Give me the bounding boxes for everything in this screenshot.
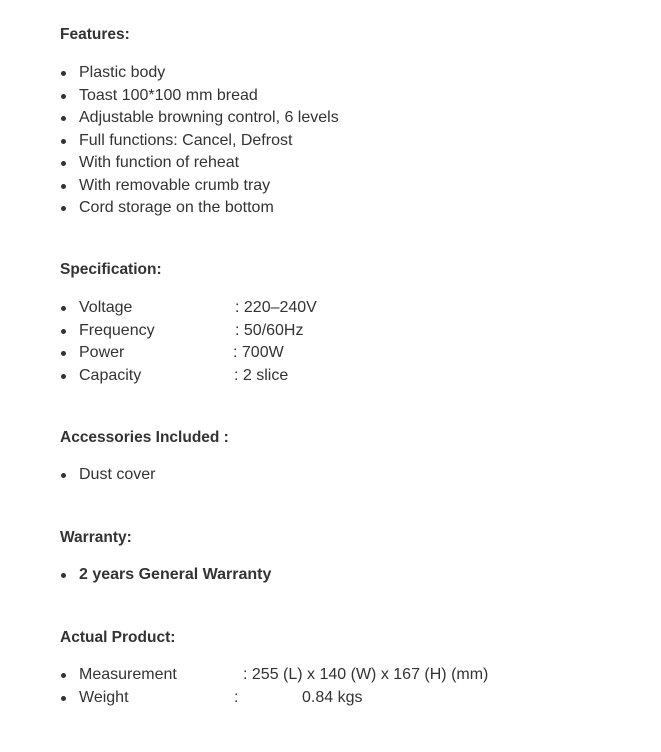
- warranty-list: [60, 564, 271, 587]
- bullet-icon: [61, 71, 66, 76]
- bullet-icon: [61, 696, 66, 701]
- bullet-icon: [61, 374, 66, 379]
- product-label: Weight: [79, 688, 129, 706]
- list-item: Plastic body: [60, 62, 339, 85]
- bullet-icon: [61, 351, 66, 356]
- product-row-weight: [60, 687, 363, 710]
- spec-row-frequency: [60, 320, 304, 343]
- actual-product-title: Actual Product:: [60, 629, 176, 646]
- list-item: With function of reheat: [60, 152, 339, 175]
- specification-title: Specification:: [60, 261, 162, 278]
- bullet-icon: [61, 139, 66, 144]
- spec-label: Frequency: [79, 321, 155, 339]
- bullet-icon: [61, 473, 66, 478]
- bullet-icon: [61, 94, 66, 99]
- product-value: : 255 (L) x 140 (W) x 167 (H) (mm): [243, 666, 489, 683]
- list-item: Dust cover: [60, 464, 229, 487]
- spec-label: Power: [79, 344, 125, 361]
- list-item: Full functions: Cancel, Defrost: [60, 130, 339, 153]
- bullet-icon: [61, 306, 66, 311]
- spec-value: : 50/60Hz: [235, 321, 304, 339]
- specification-list: [60, 297, 317, 387]
- product-label: Measurement: [79, 666, 177, 683]
- warranty-section: [60, 527, 271, 587]
- specification-section: [60, 259, 317, 387]
- features-list: [60, 62, 339, 220]
- bullet-icon: [61, 161, 66, 166]
- spec-value: : 2 slice: [234, 366, 289, 384]
- list-item: With removable crumb tray: [60, 175, 339, 198]
- spec-value: : 220–240V: [235, 299, 317, 316]
- actual-product-list: [60, 664, 489, 709]
- accessories-title: Accessories Included :: [60, 429, 229, 446]
- product-value: 0.84 kgs: [302, 688, 363, 706]
- warranty-title: Warranty:: [60, 529, 132, 546]
- list-item: Cord storage on the bottom: [60, 197, 339, 220]
- spec-row-power: [60, 342, 284, 365]
- spec-label: Voltage: [79, 299, 133, 316]
- bullet-icon: [61, 673, 66, 678]
- spec-row-voltage: [60, 297, 317, 320]
- list-item: Adjustable browning control, 6 levels: [60, 107, 339, 130]
- list-item: Toast 100*100 mm bread: [60, 85, 339, 108]
- spec-value: : 700W: [233, 344, 284, 361]
- product-row-measurement: [60, 664, 489, 687]
- spec-label: Capacity: [79, 366, 142, 384]
- bullet-icon: [61, 329, 66, 334]
- features-section: [60, 24, 339, 220]
- list-item: 2 years General Warranty: [60, 564, 271, 587]
- bullet-icon: [61, 206, 66, 211]
- accessories-list: [60, 464, 229, 487]
- bullet-icon: [61, 116, 66, 121]
- product-separator: :: [234, 688, 239, 706]
- features-title: Features:: [60, 26, 130, 43]
- spec-row-capacity: [60, 365, 289, 388]
- bullet-icon: [61, 573, 66, 578]
- bullet-icon: [61, 184, 66, 189]
- accessories-section: [60, 427, 229, 487]
- actual-product-section: [60, 627, 489, 709]
